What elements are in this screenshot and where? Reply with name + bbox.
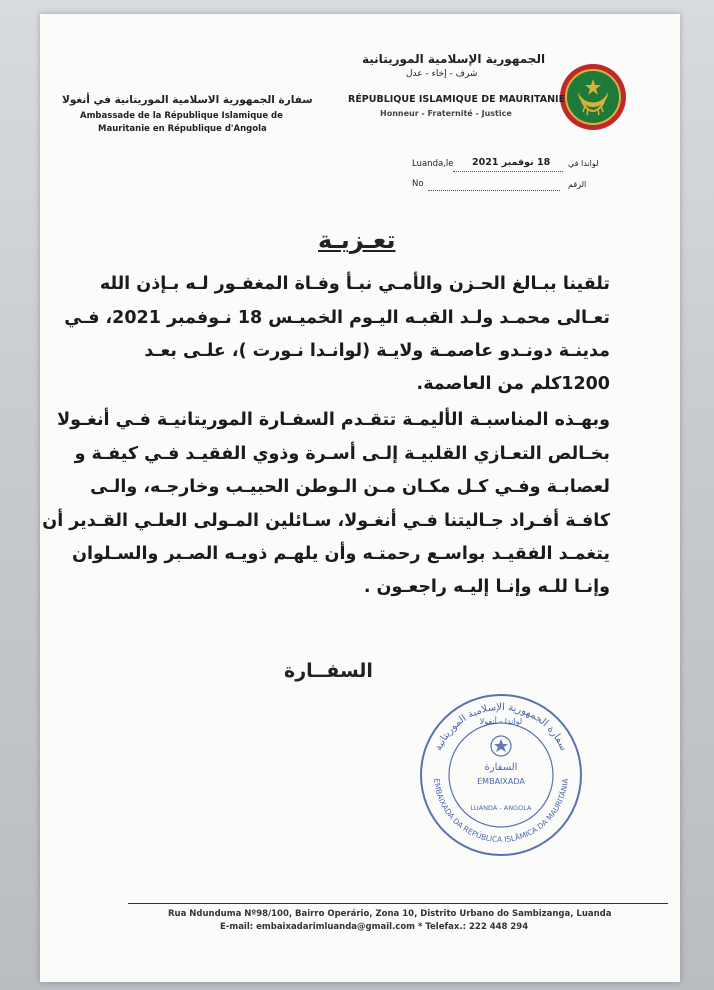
body-line-1: تلقينا ببـالغ الحـزن والأمـي نبـأ وفـاة المغفـور لـه بـإذن الله (99, 274, 610, 294)
french-motto: Honneur - Fraternité - Justice (380, 109, 512, 118)
embassy-stamp (416, 690, 586, 860)
stamp-portuguese-ring: EMBAIXADA DA REPÚBLICA ISLÂMICA DA MAURITÂNIA (432, 778, 570, 845)
arabic-republic-name: الجمهورية الإسلامية الموريتانية (362, 52, 546, 66)
body-line-2: تعـالى محمـد ولـد القبـه اليـوم الخميـس 18 نـوفمبر 2021، فـي (64, 308, 610, 328)
french-embassy-line1: Ambassade de la République Islamique de (80, 111, 283, 121)
body-line-3: مدينـة دونـدو عاصمـة ولايـة (لوانـدا نـورت )، علـى بعـد (144, 341, 610, 361)
mauritania-emblem-icon (558, 62, 628, 132)
footer-contact: E-mail: embaixadarimluanda@gmail.com * Telefax.: 222 448 294 (220, 922, 529, 932)
body-line-6: بخـالص التعـازي القلبيـة إلـى أسـرة وذوي الفقيـد فـي كيفـة و (74, 444, 610, 464)
letter-page (40, 14, 680, 982)
arabic-motto: شرف - إخاء - عدل (406, 69, 478, 79)
french-embassy-line2: Mauritanie en République d'Angola (98, 124, 267, 134)
body-line-5: وبهـذه المناسبـة الأليمـة تتقـدم السفـارة الموريتانيـة فـي أنغـولا (57, 410, 610, 430)
body-line-9: يتغمـد الفقيـد بواسـع رحمتـه وأن يلهـم ذويـه الصـبر والسـلوان (72, 544, 610, 564)
stamp-arabic-ring: سفارة الجمهورية الإسلامية الموريتانية (433, 701, 569, 753)
letter-title: تعـزيـة (318, 226, 396, 254)
date-fr-label: Luanda,le (412, 159, 454, 169)
french-republic-name: RÉPUBLIQUE ISLAMIQUE DE MAURITANIE (348, 94, 566, 105)
ref-ar-label: الرقم (568, 180, 587, 189)
stamp-city: LUANDA - ANGOLA (470, 804, 532, 812)
body-line-4: 1200كلم من العاصمة. (416, 374, 610, 394)
signature: السفــارة (284, 660, 373, 682)
date-value: 18 نوفمبر 2021 (472, 157, 551, 168)
footer-divider (128, 903, 668, 904)
date-line (453, 171, 563, 172)
arabic-embassy-name: سفارة الجمهورية الاسلامية الموريتانية في أنغولا (62, 94, 313, 106)
body-line-10: وإنـا للـه وإنـا إليـه راجعـون . (363, 577, 610, 597)
stamp-center-text: EMBAIXADA (477, 777, 525, 786)
stamp-arabic-city: لواندا - أنغولا (479, 717, 523, 726)
footer-address: Rua Ndunduma Nº98/100, Bairro Operário, Zona 10, Distrito Urbano do Sambizanga, Luanda (168, 909, 612, 919)
body-line-7: لعصابـة وفـي كـل مكـان مـن الـوطن الحبيـب وخارجـه، والـى (90, 477, 610, 497)
ref-line (428, 190, 560, 191)
stamp-arabic-center: السفارة (484, 762, 518, 773)
ref-fr-label: No (412, 179, 424, 189)
date-ar-label: لواندا في (568, 159, 599, 168)
body-line-8: كافـة أفـراد جـاليتنا فـي أنغـولا، سـائلين المـولى العلـي القـدير أن (42, 511, 610, 531)
